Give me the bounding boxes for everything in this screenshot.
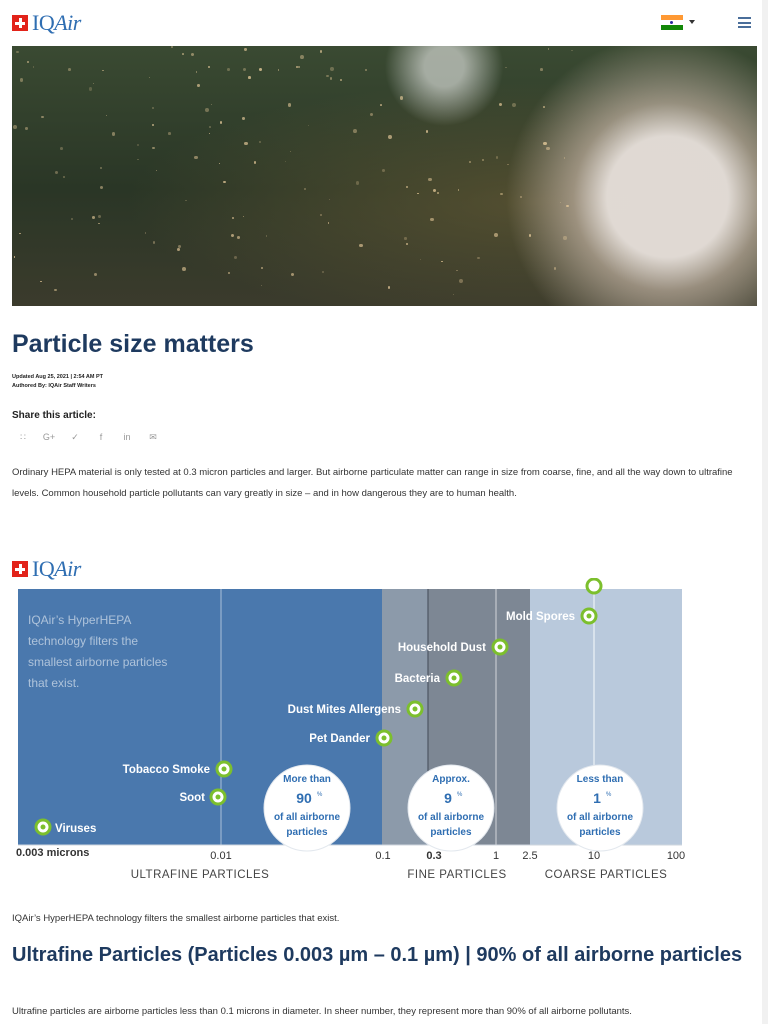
bubble-qualifier: Less than [576, 774, 624, 785]
dust-speck [388, 286, 390, 288]
dust-speck [520, 196, 522, 198]
dust-speck [380, 104, 382, 106]
logo-wordmark: IQAir [32, 10, 81, 35]
bubble-qualifier: Approx. [432, 774, 470, 785]
bubble-line: particles [286, 827, 328, 838]
dust-speck [320, 214, 322, 216]
particle-marker-core [41, 825, 46, 830]
share-label: Share this article: [12, 410, 96, 421]
dust-speck [25, 127, 28, 130]
dust-speck [540, 68, 543, 71]
dust-speck [191, 53, 194, 56]
dust-speck [290, 151, 291, 152]
axis-tick-label: 0.01 [210, 850, 232, 862]
dust-speck [100, 186, 103, 189]
particle-label: Dust Mites Allergens [287, 704, 401, 716]
dust-speck [453, 294, 454, 295]
dust-speck [41, 116, 43, 118]
dust-speck [27, 61, 29, 63]
particle-marker-core [216, 795, 221, 800]
dust-speck [458, 189, 460, 191]
hyperhepa-blurb-line: IQAir’s HyperHEPA [28, 613, 132, 627]
dust-speck [330, 67, 334, 71]
dust-speck [571, 50, 573, 52]
bubble-value: 9 [444, 790, 452, 806]
dust-speck [322, 271, 324, 273]
dust-speck [266, 235, 267, 236]
dust-speck [68, 68, 71, 71]
bubble-qualifier: More than [283, 774, 331, 785]
axis-tick-label: 0.3 [426, 850, 442, 862]
dust-speck [19, 233, 20, 234]
particle-label: Soot [179, 792, 205, 804]
swiss-flag-icon [12, 561, 28, 577]
dust-speck [469, 161, 471, 163]
dust-speck [560, 202, 561, 203]
dust-speck [566, 205, 569, 208]
dust-speck [259, 141, 261, 143]
dust-speck [234, 256, 237, 259]
dust-speck [227, 68, 230, 71]
dust-speck [98, 223, 99, 224]
dust-speck [329, 199, 331, 201]
dust-speck [261, 285, 262, 286]
dust-speck [152, 147, 154, 149]
dust-speck [426, 130, 428, 132]
hamburger-menu-icon[interactable] [738, 17, 751, 28]
dust-speck [370, 113, 373, 116]
dust-speck [459, 279, 463, 283]
dust-speck [196, 71, 197, 72]
category-label: ULTRAFINE PARTICLES [130, 869, 270, 881]
dust-speck [353, 129, 357, 133]
dust-speck [185, 200, 186, 201]
particle-size-infographic [0, 578, 768, 890]
category-label: COARSE PARTICLES [544, 869, 668, 881]
dust-speck [63, 176, 65, 178]
bubble-line: of all airborne [566, 812, 634, 823]
author-line: Authored By: IQAir Staff Writers [12, 383, 96, 389]
dust-speck [149, 77, 150, 78]
dust-speck [244, 142, 248, 146]
dust-speck [291, 273, 294, 276]
page-scrollbar[interactable] [762, 0, 768, 1024]
dust-speck [98, 215, 101, 218]
dust-speck [152, 124, 154, 126]
dust-speck [494, 233, 498, 237]
dust-speck [505, 67, 506, 68]
dust-speck [243, 216, 244, 217]
dust-speck [554, 267, 556, 269]
logo-wordmark: IQAir [32, 556, 81, 581]
dust-speck [359, 244, 363, 248]
india-flag-icon[interactable] [661, 15, 683, 30]
dust-speck [500, 193, 502, 195]
dust-speck [219, 163, 220, 164]
dust-speck [259, 68, 262, 71]
dust-speck [254, 161, 257, 164]
dust-speck [400, 96, 403, 99]
dust-speck [388, 135, 392, 139]
infographic-caption: IQAir’s HyperHEPA technology filters the smallest airborne particles that exist. [12, 913, 340, 924]
dust-speck [194, 156, 198, 160]
dust-speck [430, 218, 434, 222]
dust-speck [406, 186, 408, 188]
dust-speck [433, 189, 437, 193]
dust-speck [382, 169, 385, 172]
particle-marker-core [413, 707, 418, 712]
dust-speck [261, 267, 264, 270]
bubble-line: particles [430, 827, 472, 838]
language-dropdown-caret-icon[interactable] [689, 20, 695, 24]
dust-speck [278, 69, 280, 71]
dust-speck [208, 66, 210, 68]
dust-speck [102, 70, 103, 71]
dust-speck [33, 66, 35, 68]
dust-speck [300, 55, 304, 59]
particle-marker-partial [587, 579, 601, 593]
twitter-icon[interactable]: ✓ [71, 432, 79, 442]
dust-speck [205, 108, 209, 112]
dust-speck [507, 164, 509, 166]
updated-date: Updated Aug 25, 2021 | 2:54 AM PT [12, 374, 103, 380]
dust-speck [564, 157, 566, 159]
particle-label: Tobacco Smoke [122, 764, 210, 776]
dust-speck [308, 125, 310, 127]
dust-speck [100, 167, 102, 169]
dust-speck [223, 181, 225, 183]
dust-speck [298, 66, 300, 68]
dust-speck [304, 188, 306, 190]
axis-tick-label: 100 [666, 850, 686, 862]
particle-marker-core [222, 767, 227, 772]
axis-tick-label: 0.1 [375, 850, 391, 862]
dust-speck [182, 53, 184, 55]
dust-speck [428, 178, 431, 181]
bubble-line: of all airborne [417, 812, 485, 823]
axis-tick-label: 0.003 microns [16, 847, 90, 859]
dust-speck [456, 270, 457, 271]
dust-speck [152, 107, 154, 109]
dust-speck [220, 121, 223, 124]
dust-speck [404, 237, 406, 239]
rss-icon[interactable]: ∷ [20, 432, 26, 442]
dust-speck [563, 236, 566, 239]
dust-speck [168, 132, 171, 135]
dust-speck [512, 103, 516, 107]
dust-speck [60, 147, 63, 150]
dust-speck [543, 106, 545, 108]
axis-tick-label: 10 [587, 850, 601, 862]
intro-paragraph: Ordinary HEPA material is only tested at 0.3 micron particles and larger. But airborne particulate matter can range in size from coarse, fine, and all the way down to ultrafine levels. Common household particle pollutants can vary greatly in size – and in how dangerous they are to human health. [12, 467, 733, 499]
dust-speck [242, 117, 245, 120]
dust-speck [417, 193, 418, 194]
dust-speck [288, 103, 291, 106]
dust-speck [232, 217, 234, 219]
dust-speck [231, 234, 234, 237]
particle-label: Mold Spores [505, 611, 575, 623]
dust-speck [228, 272, 230, 274]
dust-speck [406, 243, 408, 245]
dust-speck [543, 142, 547, 146]
dust-speck [437, 192, 440, 195]
dust-speck [40, 281, 42, 283]
top-navigation-bar [0, 0, 768, 46]
dust-speck [244, 48, 246, 50]
dust-speck [243, 68, 246, 71]
dust-speck [177, 248, 180, 251]
dust-speck [137, 159, 138, 160]
bubble-unit: % [317, 792, 323, 798]
article-title: Particle size matters [12, 330, 254, 358]
swiss-flag-icon [12, 15, 28, 31]
article-meta [12, 373, 103, 391]
dust-speck [106, 115, 107, 116]
dust-speck [477, 257, 480, 260]
dust-speck [326, 75, 328, 77]
dust-speck [328, 222, 329, 223]
dust-speck [92, 216, 95, 219]
hero-image-dust-particles [12, 46, 757, 306]
dust-speck [546, 147, 550, 151]
dust-speck [16, 51, 19, 54]
particle-label: Pet Dander [309, 733, 370, 745]
bubble-value: 1 [593, 790, 601, 806]
axis-tick-label: 2.5 [522, 850, 538, 862]
facebook-icon[interactable]: f [99, 432, 103, 442]
bubble-unit: % [457, 792, 463, 798]
section-heading: Ultrafine Particles (Particles 0.003 µm – 0.1 µm) | 90% of all airborne particles [12, 944, 743, 966]
hyperhepa-blurb-line: smallest airborne particles [28, 655, 168, 669]
hyperhepa-blurb-line: that exist. [28, 676, 80, 690]
bubble-line: of all airborne [273, 812, 341, 823]
dust-speck [171, 46, 173, 48]
dust-speck [496, 156, 498, 158]
dust-speck [153, 241, 155, 243]
dust-speck [54, 289, 56, 291]
dust-speck [197, 84, 200, 87]
particle-marker-core [452, 676, 457, 681]
particle-marker-core [498, 645, 503, 650]
bubble-line: particles [579, 827, 621, 838]
dust-speck [94, 273, 97, 276]
dust-speck [182, 267, 186, 271]
category-label: FINE PARTICLES [407, 869, 507, 881]
iqair-logo[interactable] [12, 10, 81, 36]
bubble-unit: % [606, 792, 612, 798]
section-paragraph: Ultrafine particles are airborne particles less than 0.1 microns in diameter. In sheer number, they represent more than 90% of all airborne pollutants. [12, 1006, 632, 1017]
email-icon[interactable]: ✉ [149, 432, 157, 442]
bubble-value: 90 [296, 790, 312, 806]
axis-tick-label: 1 [492, 850, 500, 862]
dust-speck [13, 125, 17, 129]
dust-speck [209, 133, 210, 134]
dust-speck [55, 171, 58, 174]
dust-speck [71, 218, 73, 220]
dust-speck [441, 261, 443, 263]
dust-speck [145, 232, 147, 234]
dust-speck [420, 259, 421, 260]
linkedin-icon[interactable]: in [123, 432, 131, 442]
dust-speck [14, 256, 16, 258]
dust-speck [320, 50, 322, 52]
dust-speck [156, 170, 157, 171]
dust-speck [89, 87, 92, 90]
dust-speck [93, 83, 94, 84]
dust-speck [209, 126, 211, 128]
particle-marker-core [587, 614, 592, 619]
particle-label: Household Dust [397, 642, 486, 654]
dust-speck [285, 161, 286, 162]
hyperhepa-blurb-line: technology filters the [28, 634, 139, 648]
dust-speck [529, 234, 531, 236]
dust-speck [20, 78, 23, 81]
share-icons [16, 432, 160, 443]
google-plus-icon[interactable]: G+ [42, 432, 56, 442]
dust-speck [548, 48, 550, 50]
dust-speck [365, 69, 367, 71]
dust-speck [112, 132, 115, 135]
dust-speck [499, 103, 502, 106]
dust-speck [248, 76, 251, 79]
particle-marker-core [382, 736, 387, 741]
particle-label: Bacteria [394, 673, 440, 685]
particle-label: Viruses [55, 823, 97, 835]
dust-speck [340, 79, 342, 81]
dust-speck [211, 104, 212, 105]
dust-speck [237, 236, 240, 239]
dust-speck [356, 181, 359, 184]
dust-speck [330, 77, 333, 80]
dust-speck [137, 144, 139, 146]
dust-speck [482, 159, 484, 161]
